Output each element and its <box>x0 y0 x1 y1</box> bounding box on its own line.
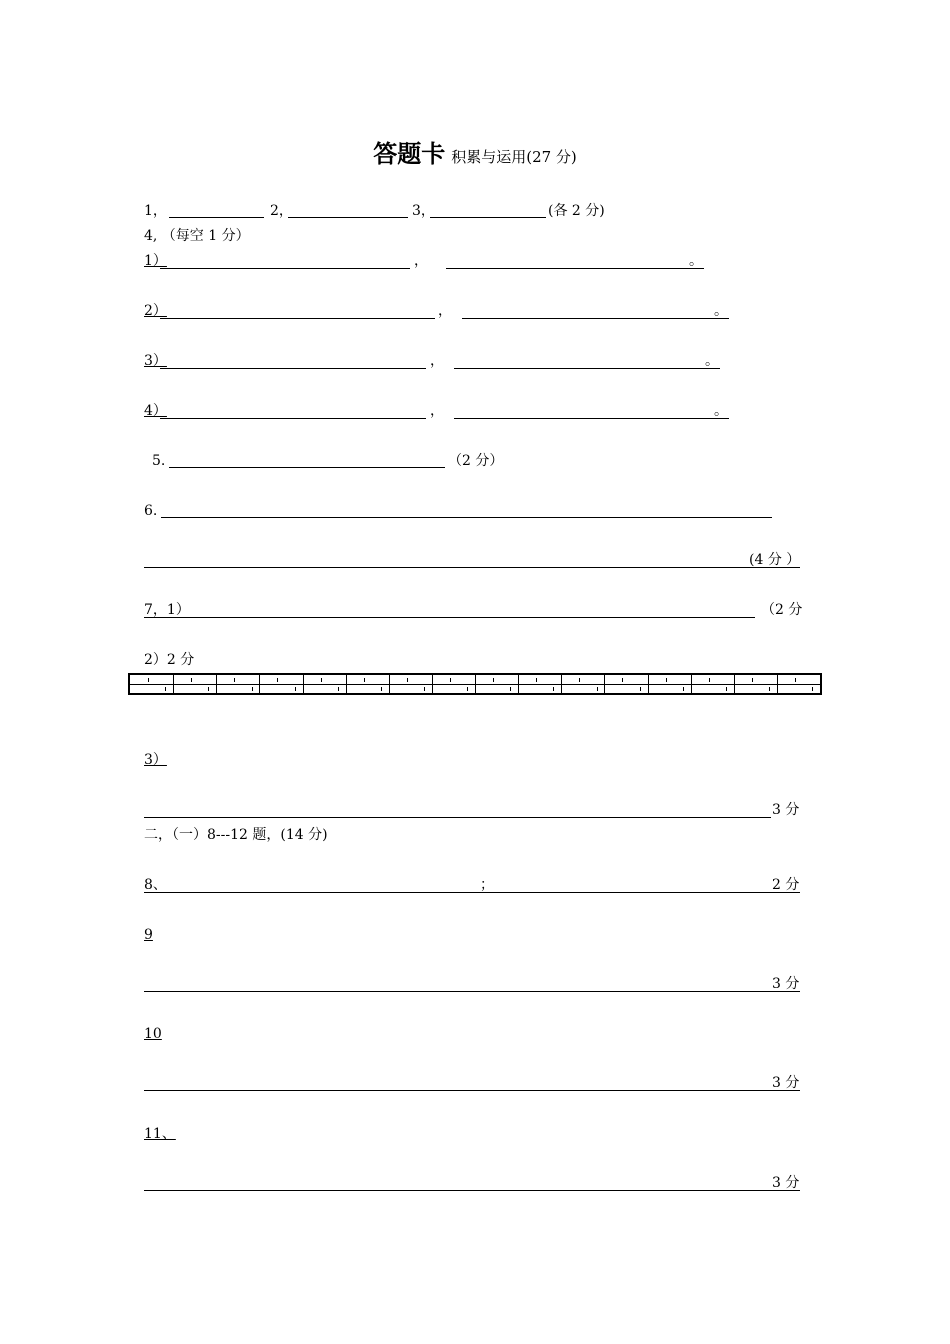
grid-divider <box>389 675 390 693</box>
title-main: 答题卡 <box>373 140 446 168</box>
q4-row-2-line-a[interactable] <box>160 318 435 319</box>
q1-3-score: (各 2 分) <box>548 203 605 219</box>
q8-score: 2 分 <box>772 877 800 893</box>
q5-label: 5. <box>152 453 166 469</box>
q11-answer-line[interactable] <box>144 1190 800 1191</box>
q7-part1-answer-line[interactable] <box>144 617 755 618</box>
q4-row-2-label: 2） <box>144 303 167 319</box>
q11-score: 3 分 <box>772 1175 800 1191</box>
q7-part1-label: 7，1） <box>144 602 190 618</box>
q4-row-1-line-a[interactable] <box>160 268 410 269</box>
title-sub: 积累与运用(27 分) <box>451 148 577 166</box>
q2-label: 2， <box>270 203 293 219</box>
q10-label: 10 <box>144 1026 162 1042</box>
grid-divider <box>518 675 519 693</box>
grid-tick <box>148 678 149 682</box>
page-title <box>0 134 950 169</box>
q4-row-3-end: 。 <box>705 353 719 369</box>
q4-row-4-line-b[interactable] <box>454 418 729 419</box>
q4-row-2-line-b[interactable] <box>462 318 729 319</box>
grid-tick <box>812 687 813 691</box>
grid-tick <box>467 687 468 691</box>
grid-divider <box>303 675 304 693</box>
grid-tick <box>364 678 365 682</box>
grid-divider <box>734 675 735 693</box>
q4-row-1-line-b[interactable] <box>446 268 704 269</box>
grid-tick <box>493 678 494 682</box>
grid-tick <box>191 678 192 682</box>
grid-divider <box>604 675 605 693</box>
q8-label: 8、 <box>144 877 167 893</box>
grid-tick <box>752 678 753 682</box>
grid-tick <box>597 687 598 691</box>
q3-label: 3， <box>412 203 435 219</box>
grid-tick <box>579 678 580 682</box>
q11-label: 11、 <box>144 1126 176 1142</box>
grid-tick <box>683 687 684 691</box>
q7-part2-writing-grid[interactable] <box>128 673 822 695</box>
q4-row-1-end: 。 <box>689 253 703 269</box>
q10-answer-line[interactable] <box>144 1090 800 1091</box>
grid-divider <box>691 675 692 693</box>
q6-score: (4 分 ） <box>749 552 801 568</box>
grid-divider <box>777 675 778 693</box>
grid-tick <box>165 687 166 691</box>
grid-tick <box>666 678 667 682</box>
grid-divider <box>475 675 476 693</box>
q2-answer-line[interactable] <box>288 217 408 218</box>
q6-answer-line-1[interactable] <box>161 517 772 518</box>
q4-row-3-label: 3） <box>144 353 167 369</box>
grid-tick <box>321 678 322 682</box>
q7-part3-answer-line[interactable] <box>144 817 771 818</box>
q10-score: 3 分 <box>772 1075 800 1091</box>
q9-answer-line[interactable] <box>144 991 800 992</box>
grid-tick <box>295 687 296 691</box>
q6-label: 6. <box>144 503 158 519</box>
q7-part3-score: 3 分 <box>772 802 800 818</box>
grid-tick <box>252 687 253 691</box>
q5-answer-line[interactable] <box>169 467 445 468</box>
q4-row-4-line-a[interactable] <box>160 418 426 419</box>
grid-tick <box>726 687 727 691</box>
q4-row-3-comma: ， <box>430 353 444 369</box>
grid-tick <box>407 678 408 682</box>
grid-tick <box>622 678 623 682</box>
q1-answer-line[interactable] <box>169 217 264 218</box>
grid-tick <box>338 687 339 691</box>
grid-divider <box>346 675 347 693</box>
grid-divider <box>561 675 562 693</box>
q4-row-4-comma: ， <box>430 403 444 419</box>
q8-answer-line[interactable] <box>144 892 800 893</box>
grid-tick <box>769 687 770 691</box>
q6-answer-line-2[interactable] <box>144 567 800 568</box>
grid-tick <box>640 687 641 691</box>
q4-row-3-line-a[interactable] <box>160 368 426 369</box>
q5-score: （2 分） <box>448 453 504 469</box>
grid-divider <box>259 675 260 693</box>
grid-tick <box>450 678 451 682</box>
q7-part1-score: （2 分 <box>761 602 803 618</box>
grid-tick <box>536 678 537 682</box>
grid-tick <box>795 678 796 682</box>
q4-row-1-comma: ， <box>414 253 428 269</box>
q4-row-4-label: 4） <box>144 403 167 419</box>
q4-row-4-end: 。 <box>714 403 728 419</box>
grid-divider <box>648 675 649 693</box>
q4-row-1-label: 1） <box>144 253 167 269</box>
q4-row-2-end: 。 <box>714 303 728 319</box>
grid-divider <box>216 675 217 693</box>
q1-label: 1， <box>144 203 167 219</box>
q4-row-2-comma: ， <box>438 303 452 319</box>
q3-answer-line[interactable] <box>430 217 546 218</box>
grid-divider <box>432 675 433 693</box>
grid-tick <box>510 687 511 691</box>
section-2-header: 二，（一）8---12 题，(14 分) <box>144 827 328 843</box>
q7-part3-label: 3） <box>144 752 167 768</box>
q8-separator: ； <box>480 877 494 893</box>
q9-score: 3 分 <box>772 976 800 992</box>
grid-tick <box>424 687 425 691</box>
grid-divider <box>173 675 174 693</box>
q4-header: 4, （每空 1 分） <box>144 228 250 244</box>
q9-label: 9 <box>144 927 153 943</box>
grid-tick <box>277 678 278 682</box>
q7-part2-label: 2）2 分 <box>144 652 195 668</box>
grid-tick <box>709 678 710 682</box>
grid-tick <box>208 687 209 691</box>
grid-tick <box>234 678 235 682</box>
grid-tick <box>553 687 554 691</box>
grid-tick <box>381 687 382 691</box>
q4-row-3-line-b[interactable] <box>454 368 720 369</box>
